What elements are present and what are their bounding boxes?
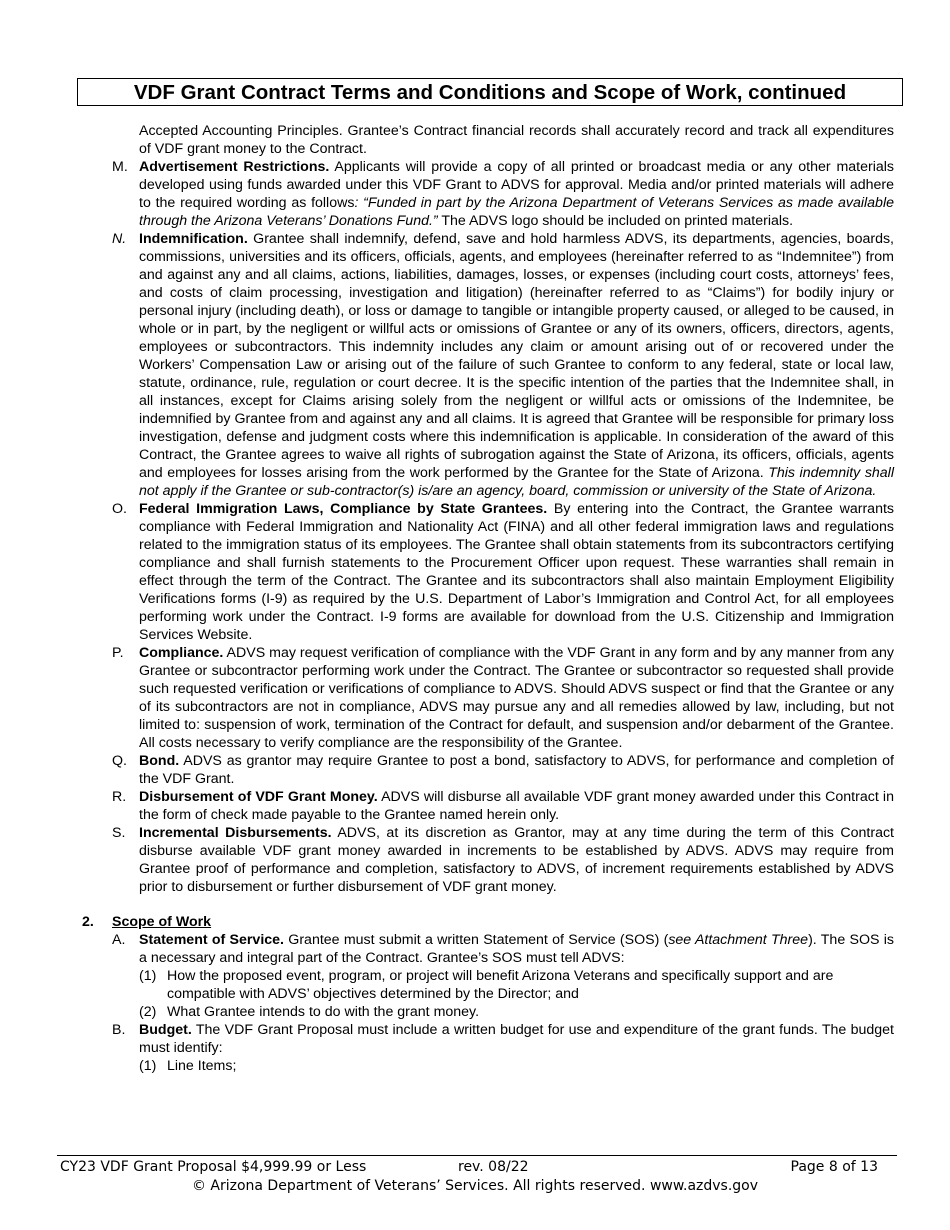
item-text: The VDF Grant Proposal must include a written budget for use and expenditure of the grant funds. The budget must identify: — [139, 1022, 894, 1056]
sub-item-text: What Grantee intends to do with the grant money. — [167, 1004, 480, 1020]
page-title: VDF Grant Contract Terms and Conditions and Scope of Work, continued — [77, 78, 903, 106]
item-label: N. — [112, 231, 127, 247]
item-text: ADVS may request verification of compliance with the VDF Grant in any form and by any manner from any Grantee or subcontractor performing work under the Contract. The Grantee or subcontractor so requested shall provide such requested verification or verifications of compliance to ADVS. Should ADVS suspect or find that the Grantee or any of its subcontractors are not in compliance, ADVS may pursue any and all remedies allowed by law, including, but not limited to: suspension of work, termination of the Contract for default, and suspension and/or debarment of the Grantee. All costs necessary to verify compliance are the responsibility of the Grantee. — [139, 645, 894, 751]
item-label: B. — [112, 1022, 126, 1038]
sub-item — [139, 967, 894, 1003]
item-p — [76, 644, 894, 752]
item-r — [76, 788, 894, 824]
sub-item — [139, 1057, 894, 1075]
item-heading: Statement of Service. — [139, 932, 284, 948]
item-label: A. — [112, 932, 126, 948]
item-italic: This indemnity shall not apply if the Grantee or sub-contractor(s) is/are an agency, board, commission or university of the State of Arizona. — [139, 465, 894, 499]
document-body — [76, 122, 894, 1075]
item-text: ADVS as grantor may require Grantee to post a bond, satisfactory to ADVS, for performance and completion of the VDF Grant. — [139, 753, 894, 787]
item-label: Q. — [112, 753, 127, 769]
item-heading: Disbursement of VDF Grant Money. — [139, 789, 378, 805]
item-heading: Federal Immigration Laws, Compliance by State Grantees. — [139, 501, 548, 517]
footer-page-number: Page 8 of 13 — [790, 1159, 878, 1175]
item-n — [76, 230, 894, 500]
sub-item-label: (1) — [139, 1058, 157, 1074]
footer-document-name: CY23 VDF Grant Proposal $4,999.99 or Less — [60, 1159, 367, 1175]
item-label: M. — [112, 159, 128, 175]
item-heading: Compliance. — [139, 645, 224, 661]
item-text: By entering into the Contract, the Grantee warrants compliance with Federal Immigration and Nationality Act (FINA) and all other federal immigration laws and regulations related to the immigration status of its employees. The Grantee shall obtain statements from its subcontractors certifying compliance and shall furnish statements to the Procurement Officer upon request. These warranties shall remain in effect through the term of the Contract. The Grantee and its subcontractors shall also maintain Employment Eligibility Verifications forms (I-9) as required by the U.S. Department of Labor’s Immigration and Control Act, for all employees performing work under the Contract. I-9 forms are available for download from the U.S. Citizenship and Immigration Services Website. — [139, 501, 894, 643]
item-italic: see Attachment Three — [668, 932, 809, 948]
item-text: ). The SOS is a necessary and integral part of the Contract. Grantee’s SOS must tell ADVS: — [139, 932, 894, 966]
sub-item-text: Line Items; — [167, 1058, 237, 1074]
item-text: Grantee must submit a written Statement of Service (SOS) ( — [284, 932, 669, 948]
sub-item — [139, 1003, 894, 1021]
item-heading: Bond. — [139, 753, 180, 769]
item-label: R. — [112, 789, 127, 805]
footer-revision: rev. 08/22 — [458, 1159, 529, 1175]
item-heading: Indemnification. — [139, 231, 248, 247]
section-scope-of-work — [76, 913, 894, 1075]
item-heading: Incremental Disbursements. — [139, 825, 332, 841]
footer-divider — [57, 1155, 897, 1156]
item-text: ADVS, at its discretion as Grantor, may at any time during the term of this Contract disburse available VDF grant money awarded in increments to be established by ADVS. ADVS may require from Grantee proof of performance and completion, satisfactory to ADVS, of increment requirements established by ADVS prior to disbursement or further disbursement of VDF grant money. — [139, 825, 895, 895]
section-number: 2. — [82, 914, 94, 930]
item-heading: Advertisement Restrictions. — [139, 159, 330, 175]
item-b — [112, 1021, 894, 1075]
section-heading: Scope of Work — [112, 914, 212, 930]
item-label: O. — [112, 501, 127, 517]
item-o — [76, 500, 894, 644]
sub-item-text: How the proposed event, program, or project will benefit Arizona Veterans and specifically support and are compatible with ADVS’ objectives determined by the Director; and — [167, 968, 834, 1002]
item-heading: Budget. — [139, 1022, 192, 1038]
item-m — [76, 158, 894, 230]
item-label: P. — [112, 645, 124, 661]
item-text: ADVS will disburse all available VDF grant money awarded under this Contract in the form of check made payable to the Grantee named herein only. — [139, 789, 894, 823]
item-a — [112, 931, 894, 1021]
footer-copyright: © Arizona Department of Veterans’ Services. All rights reserved. www.azdvs.gov — [191, 1178, 759, 1194]
item-text: Grantee shall indemnify, defend, save and hold harmless ADVS, its departments, agencies, boards, commissions, universities and its officers, officials, agents, and employees (hereinafter referred to as “Indemnitee”) from and against any and all claims, actions, liabilities, damages, losses, or expenses (including court costs, attorneys’ fees, and costs of claim processing, investigation and litigation) (hereinafter referred to as “Claims”) for bodily injury or personal injury (including death), or loss or damage to tangible or intangible property caused, or alleged to be caused, in whole or in part, by the negligent or willful acts or omissions of Grantee or any of its owners, officers, directors, agents, employees or subcontractors. This indemnity includes any claim or amount arising out of or recovered under the Workers’ Compensation Law or arising out of the failure of such Grantee to conform to any federal, state or local law, statute, ordinance, rule, regulation or court decree. It is the specific intention of the parties that the Indemnitee shall, in all instances, except for Claims arising solely from the negligent or willful acts or omissions of the Indemnitee, be indemnified by Grantee from and against any and all claims. It is agreed that Grantee will be responsible for primary loss investigation, defense and judgment costs where this indemnification is applicable. In consideration of the award of this Contract, the Grantee agrees to waive all rights of subrogation against the State of Arizona, its officers, officials, agents and employees for losses arising from the work performed by the Grantee for the State of Arizona. — [139, 231, 894, 481]
sub-item-label: (1) — [139, 968, 157, 984]
item-tail: The ADVS logo should be included on printed materials. — [437, 213, 794, 229]
item-q — [76, 752, 894, 788]
item-label: S. — [112, 825, 126, 841]
item-italic: : “Funded in part by the Arizona Department of Veterans Services as made available through the Arizona Veterans’ Donations Fund.” — [139, 195, 894, 229]
item-text: Applicants will provide a copy of all printed or broadcast media or any other materials developed using funds awarded under this VDF Grant to ADVS for approval. Media and/or printed materials will adhere to the required wording as follows — [139, 159, 895, 211]
intro-paragraph: Accepted Accounting Principles. Grantee’s Contract financial records shall accurately record and track all expenditures of VDF grant money to the Contract. — [139, 123, 894, 157]
item-s — [76, 824, 894, 896]
sub-item-label: (2) — [139, 1004, 157, 1020]
